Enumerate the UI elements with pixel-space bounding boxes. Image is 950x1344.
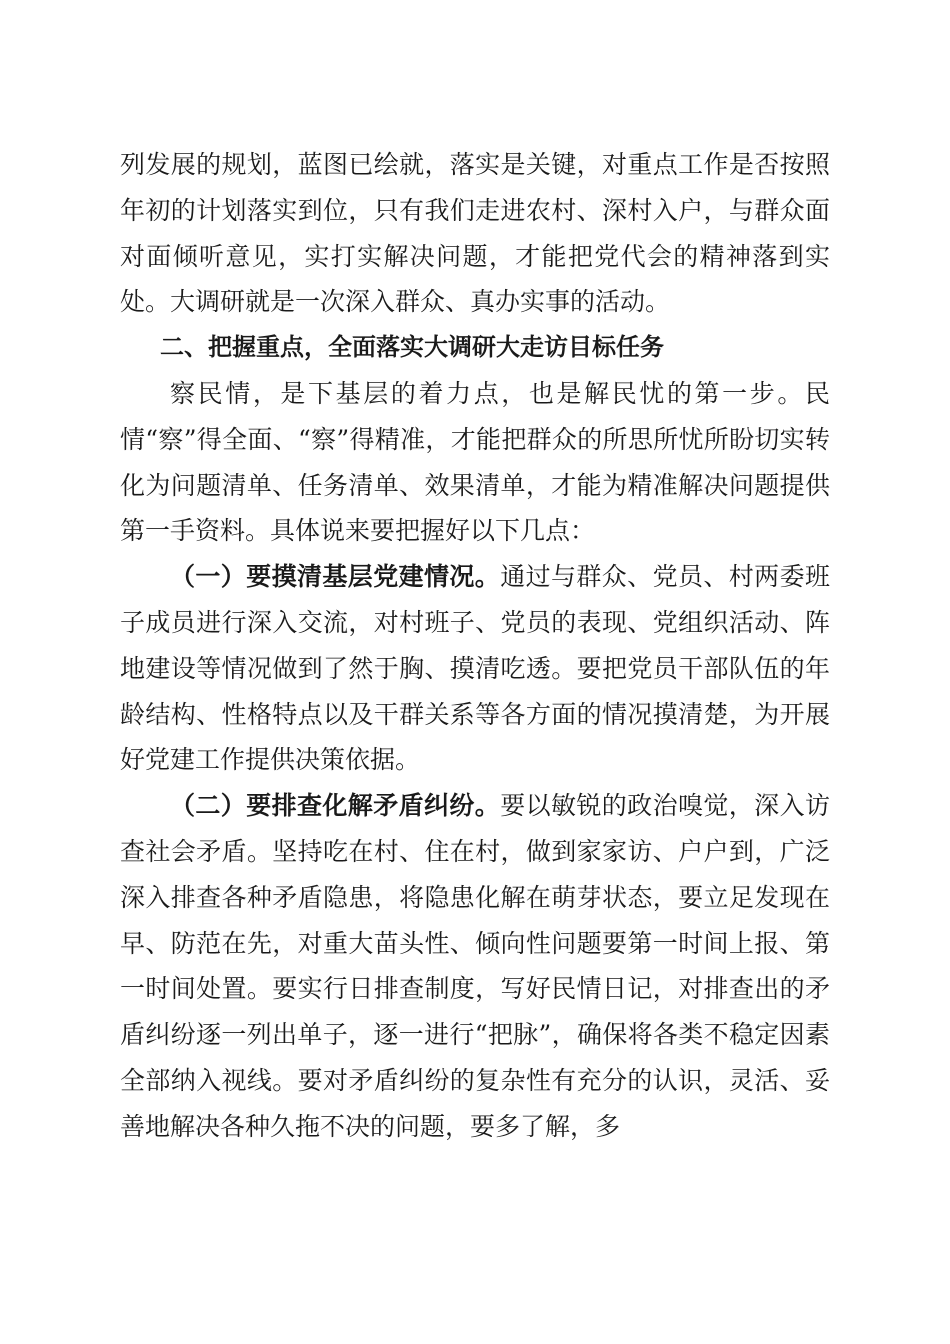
section-heading: 二、把握重点，全面落实大调研大走访目标任务 bbox=[160, 333, 664, 362]
paragraph-lead-2: （二）要排查化解矛盾纠纷。 bbox=[170, 791, 501, 821]
paragraph-party-building bbox=[120, 554, 830, 783]
paragraph-disputes bbox=[120, 783, 830, 1149]
paragraph-intro: 察民情，是下基层的着力点，也是解民忧的第一步。民情“察”得全面、“察”得精准，才能把群众的所思所忧所盼切实转化为问题清单、任务清单、效果清单，才能为精准解决问题提供第一手资料。具体说来要把握好以下几点： bbox=[120, 378, 830, 546]
paragraph-body-1: 通过与群众、党员、村两委班子成员进行深入交流，对村班子、党员的表现、党组织活动、阵地建设等情况做到了然于胸、摸清吃透。要把党员干部队伍的年龄结构、性格特点以及干群关系等各方面的情况摸清楚，为开展好党建工作提供决策依据。 bbox=[120, 562, 830, 775]
paragraph-lead-1: （一）要摸清基层党建情况。 bbox=[170, 562, 501, 592]
paragraph-continuation: 列发展的规划，蓝图已绘就，落实是关键，对重点工作是否按照年初的计划落实到位，只有我们走进农村、深村入户，与群众面对面倾听意见，实打实解决问题，才能把党代会的精神落到实处。大调研就是一次深入群众、真办实事的活动。 bbox=[120, 150, 830, 317]
paragraph-body-2: 要以敏锐的政治嗅觉，深入访查社会矛盾。坚持吃在村、住在村，做到家家访、户户到，广泛深入排查各种矛盾隐患，将隐患化解在萌芽状态，要立足发现在早、防范在先，对重大苗头性、倾向性问题要第一时间上报、第一时间处置。要实行日排查制度，写好民情日记，对排查出的矛盾纠纷逐一列出单子，逐一进行“把脉”，确保将各类不稳定因素全部纳入视线。要对矛盾纠纷的复杂性有充分的认识，灵活、妥善地解决各种久拖不决的问题，要多了解，多 bbox=[120, 791, 830, 1141]
document-body bbox=[120, 142, 830, 1150]
